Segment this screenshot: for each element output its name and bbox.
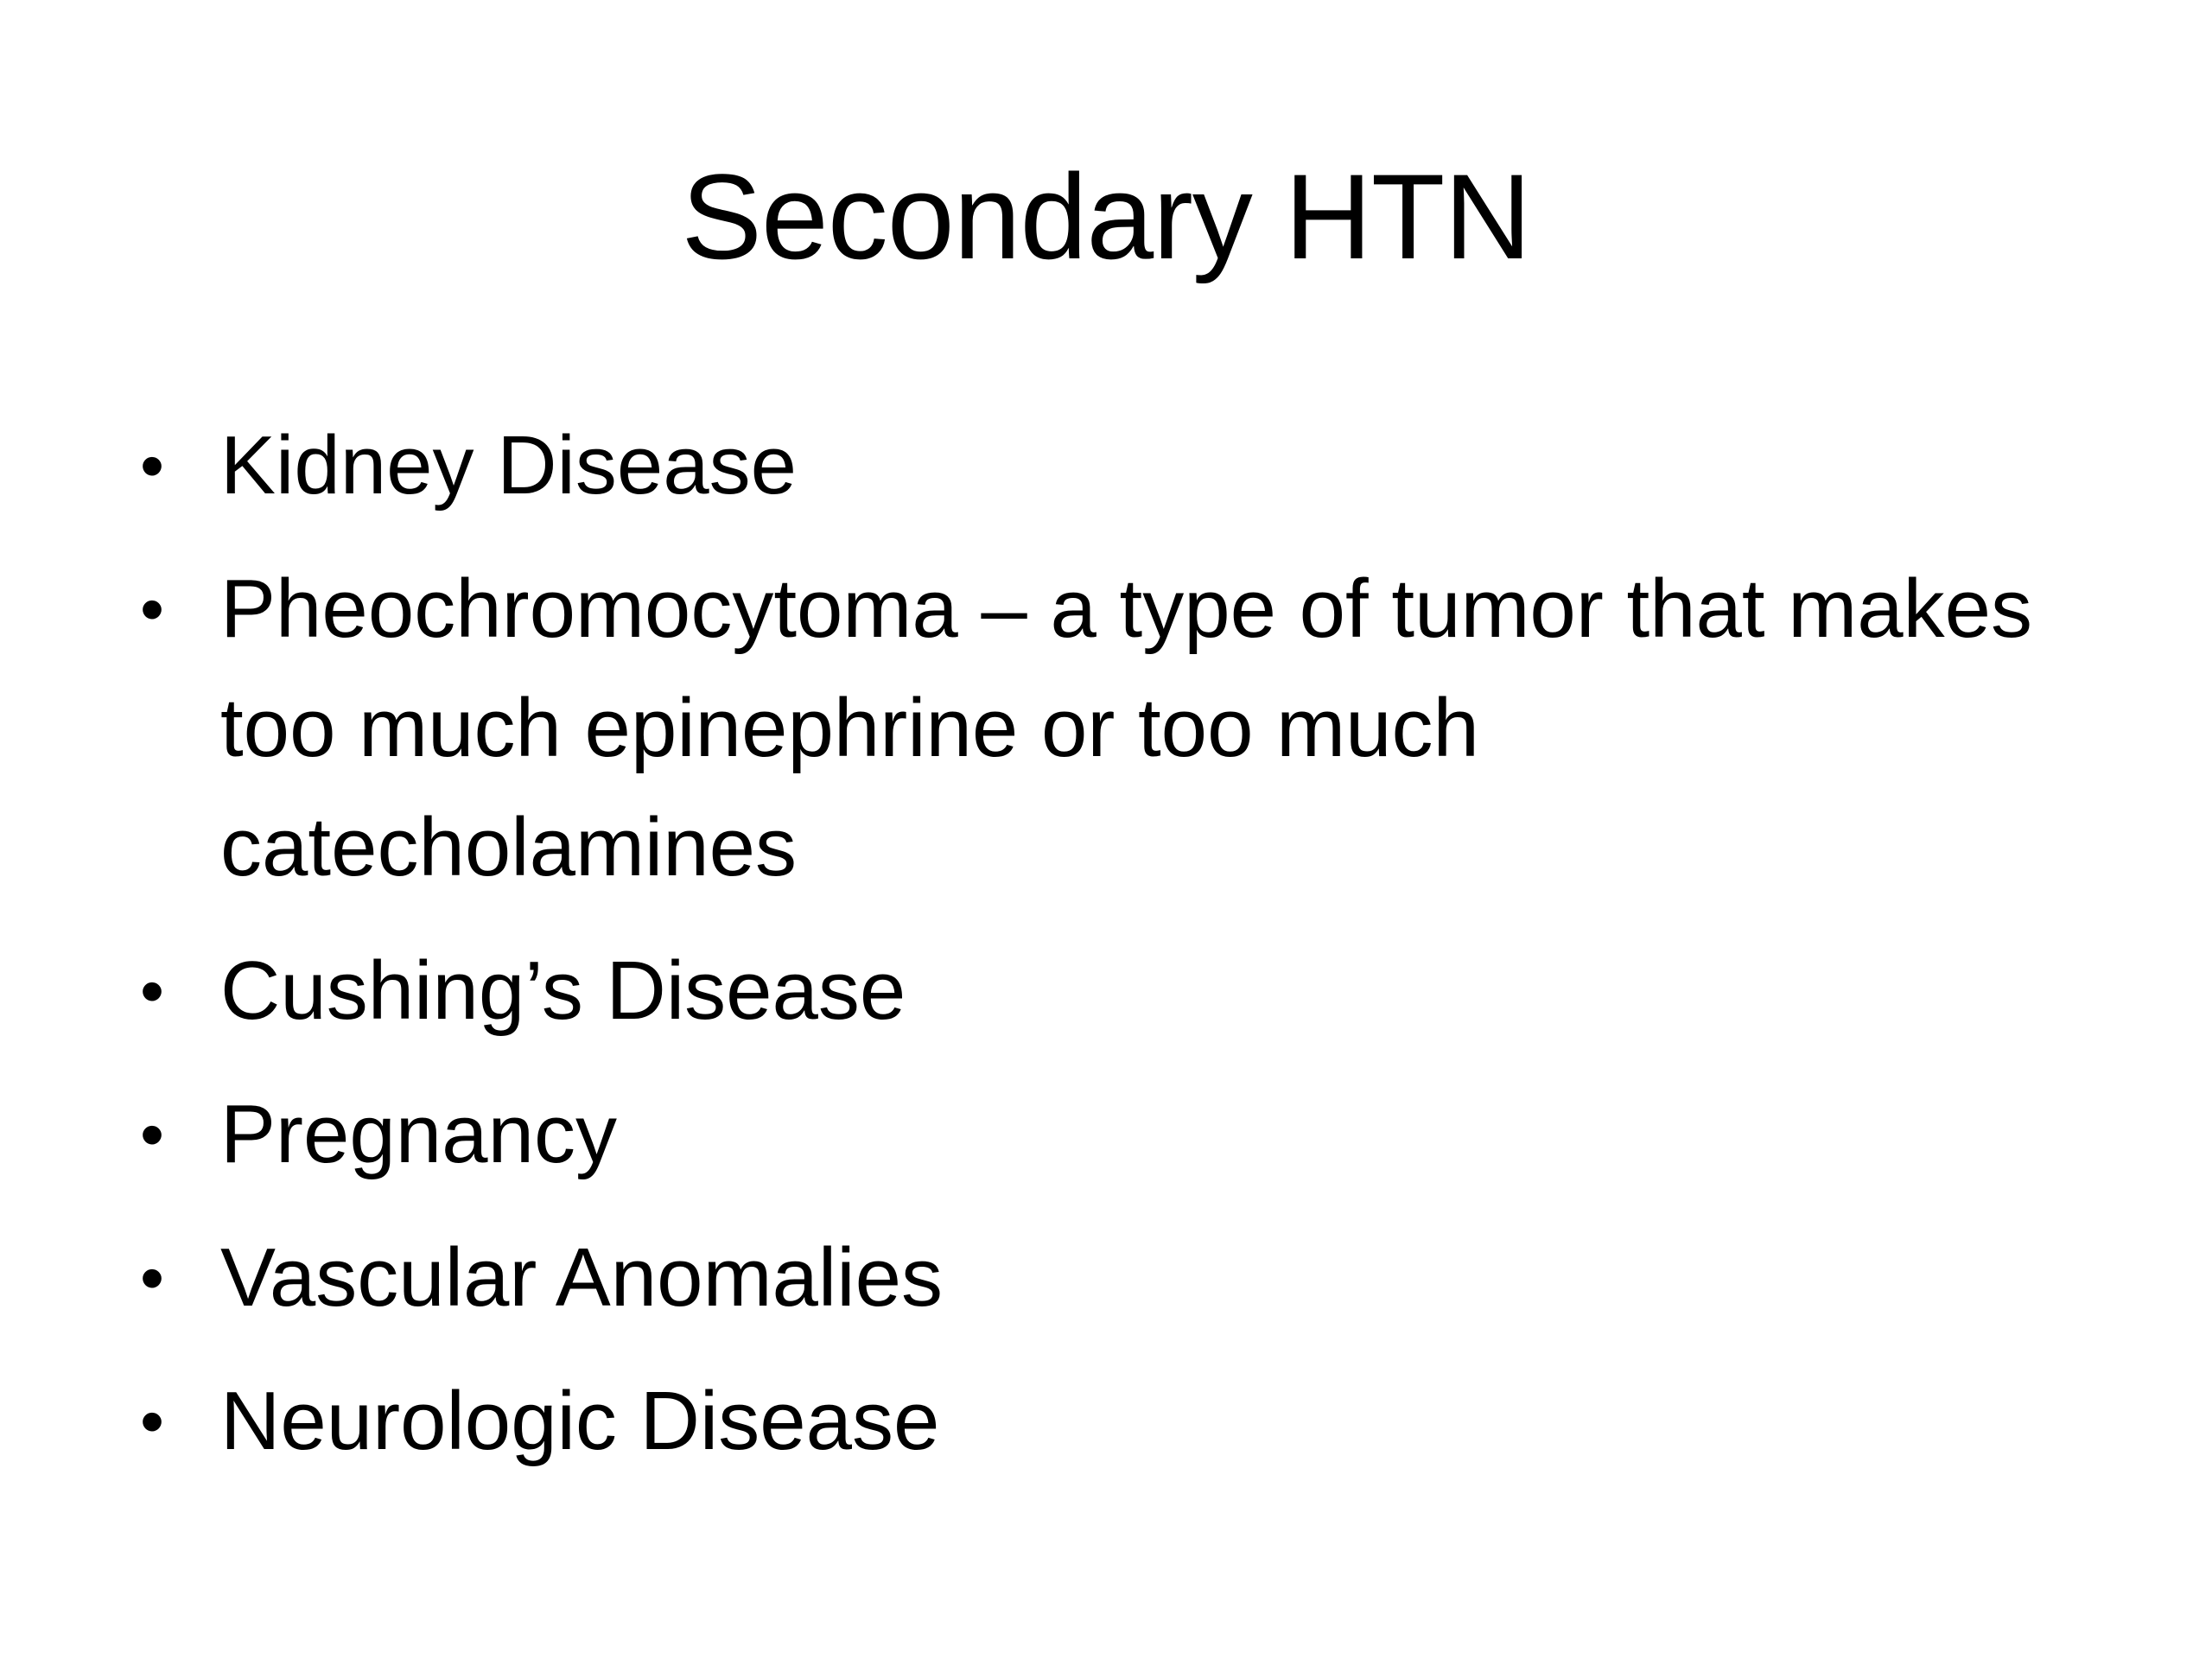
bullet-icon: • [140, 952, 165, 1029]
list-item-text: Cushing’s Disease [220, 944, 906, 1037]
list-item-pregnancy [130, 1075, 2074, 1194]
bullet-icon: • [140, 570, 165, 647]
bullet-icon: • [140, 1382, 165, 1459]
list-item-neurologic-disease [130, 1362, 2074, 1481]
list-item-vascular-anomalies [130, 1218, 2074, 1338]
slide-title: Secondary HTN [681, 149, 1531, 284]
list-item-text: Pheochromocytoma – a type of tumor that makes too much epinephrine or too much catecholamines [220, 563, 2032, 893]
bullet-icon: • [140, 1096, 165, 1173]
bullet-icon: • [140, 427, 165, 504]
list-item-cushings-disease [130, 931, 2074, 1051]
bullet-list [130, 406, 2074, 1505]
bullet-icon: • [140, 1239, 165, 1316]
list-item-kidney-disease [130, 406, 2074, 525]
list-item-text: Neurologic Disease [220, 1375, 940, 1467]
list-item-text: Kidney Disease [220, 419, 798, 512]
list-item-text: Pregnancy [220, 1088, 617, 1180]
list-item-pheochromocytoma [130, 550, 2074, 907]
list-item-text: Vascular Anomalies [220, 1231, 943, 1324]
